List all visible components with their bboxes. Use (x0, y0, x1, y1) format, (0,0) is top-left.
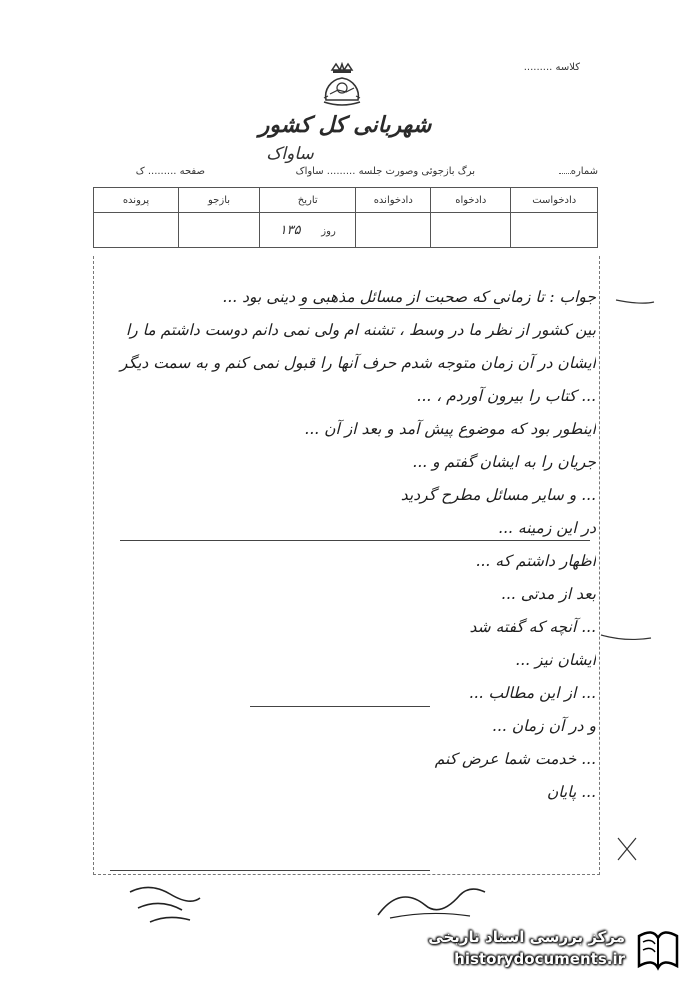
handwritten-line: ... از این مطالب ... (468, 684, 596, 702)
handwritten-line: ... کتاب را بیرون آوردم ، ... (416, 387, 596, 405)
handwritten-line: جواب : تا زمانی که صحبت از مسائل مذهبی و دینی بود ... (222, 288, 596, 306)
shomareh-text: شماره (570, 166, 598, 177)
watermark (425, 926, 695, 976)
value-cell (431, 213, 511, 248)
handwritten-line: ... خدمت شما عرض کنم (434, 750, 596, 768)
emblem-icon (318, 62, 366, 108)
date-day-label: روز (321, 225, 336, 237)
office-title: شهربانی کل کشور (258, 112, 432, 138)
handwritten-line: ... آنچه که گفته شد (469, 618, 596, 636)
margin-marks (596, 290, 656, 890)
date-cell (260, 213, 356, 248)
watermark-name: مرکز بررسی اسناد تاریخی (428, 928, 625, 946)
value-cell (179, 213, 260, 248)
underline (250, 706, 430, 707)
handwritten-line: اینطور بود که موضوع پیش آمد و بعد از آن ... (304, 420, 596, 438)
handwritten-line: اظهار داشتم که ... (475, 552, 596, 570)
handwritten-line: ... و سایر مسائل مطرح گردید (400, 486, 596, 504)
header-table (93, 187, 598, 248)
handwritten-line: ... پایان (546, 783, 596, 801)
value-cell (94, 213, 179, 248)
values-row (94, 213, 598, 248)
header-cell: دادخوانده (356, 188, 431, 213)
form-caption: برگ بازجوئی وصورت جلسه ......... ساواک (295, 166, 475, 177)
underline (120, 540, 590, 541)
handwritten-line: بعد از مدتی ... (501, 585, 596, 603)
signature-right (370, 880, 490, 925)
shomareh-label (554, 166, 598, 177)
handwritten-line: در این زمینه ... (498, 519, 596, 537)
top-note (445, 62, 580, 73)
header-cell: دادخواه (431, 188, 511, 213)
header-row (94, 188, 598, 213)
handwritten-line: جریان را به ایشان گفتم و ... (412, 453, 596, 471)
underline (110, 870, 430, 871)
value-cell (511, 213, 598, 248)
header-cell: پرونده (94, 188, 179, 213)
header-cell: بازجو (179, 188, 260, 213)
handwritten-line: ایشان در آن زمان متوجه شدم حرف آنها را قبول نمی کنم و به سمت دیگر (119, 354, 596, 372)
lion-and-sun-emblem (318, 62, 366, 108)
handwritten-line: ایشان نیز ... (515, 651, 596, 669)
top-note-text: کلاسه ......... (523, 62, 580, 73)
underline (300, 308, 500, 309)
page-label: صفحه ......... ک (135, 166, 205, 177)
value-cell (356, 213, 431, 248)
watermark-site: historydocuments.ir (454, 950, 625, 968)
date-year: ۱۳۵ (279, 222, 301, 238)
header-cell: تاریخ (260, 188, 356, 213)
handwritten-line: بین کشور از نظر ما در وسط ، تشنه ام ولی نمی دانم دوست داشتم ما را (125, 321, 596, 339)
handwritten-line: و در آن زمان ... (492, 717, 596, 735)
office-subtitle: ساواک (266, 144, 314, 164)
book-logo-icon (633, 928, 683, 972)
header-cell: دادخواست (511, 188, 598, 213)
signature-left (120, 880, 210, 930)
